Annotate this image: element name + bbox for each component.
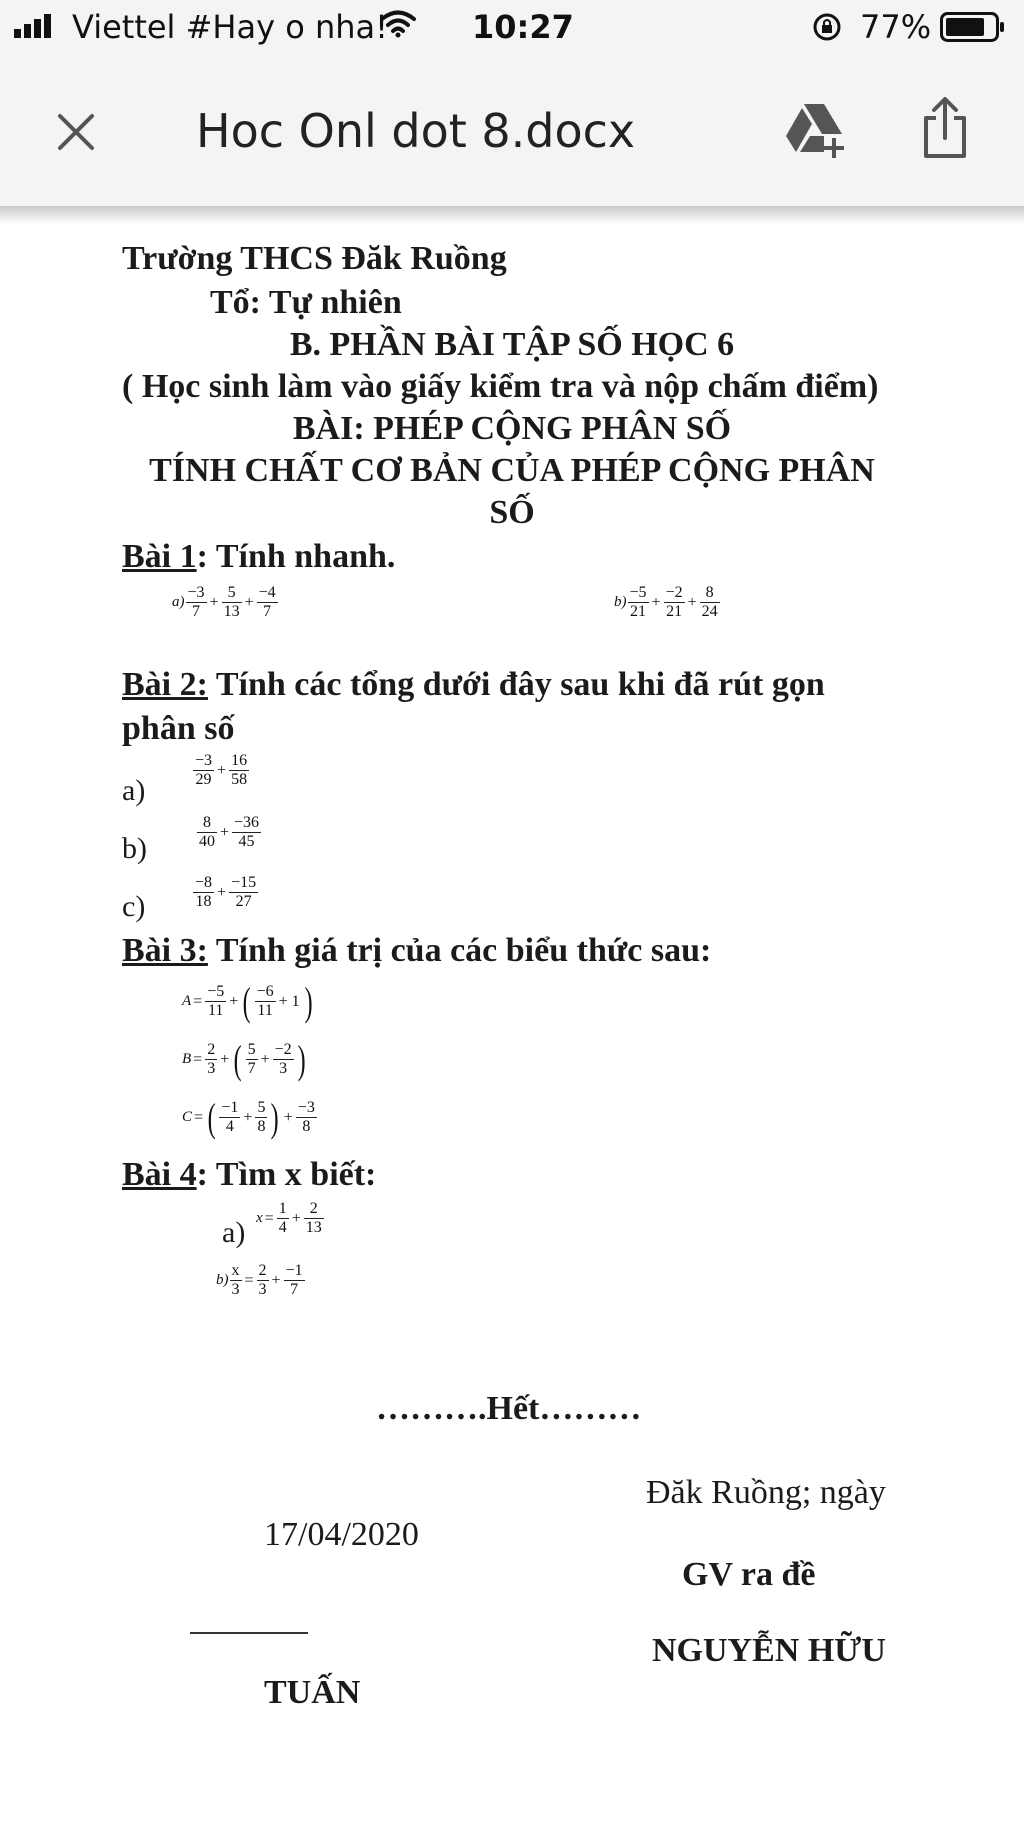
fraction: $\frac{-1}{7}$ [285, 1262, 303, 1298]
status-bar [0, 0, 1024, 56]
exercise-2-text: Tính các tổng dưới đây sau khi đã rút gọn [207, 666, 825, 703]
date: 17/04/2020 [264, 1516, 419, 1553]
teacher-name-2: TUẤN [264, 1674, 361, 1711]
lesson-subtitle-line2: SỐ [489, 494, 535, 531]
expression-C: C = ( $\frac{-1}{4}$ + $\frac{5}{8}$ ) + $\frac{-3}{8}$ [182, 1095, 315, 1140]
fraction: $\frac{16}{58}$ [231, 752, 248, 788]
exercise-2a-label: a) [122, 774, 146, 807]
exercise-3-label: Bài 3: [122, 932, 208, 969]
fraction: $\frac{-5}{21}$ [629, 584, 647, 620]
exercise-2c: $\frac{-8}{18}$ + $\frac{-15}{27}$ [195, 874, 257, 910]
fraction: $\frac{-15}{27}$ [231, 874, 257, 910]
exercise-4a: x = $\frac{1}{4}$ + $\frac{2}{13}$ [256, 1200, 322, 1236]
exercise-1b-label: b) [614, 594, 627, 611]
fraction: $\frac{2}{3}$ [207, 1041, 216, 1077]
fraction: $\frac{-3}{29}$ [195, 752, 213, 788]
fraction: $\frac{-3}{8}$ [297, 1099, 315, 1135]
fraction: $\frac{5}{13}$ [223, 584, 240, 620]
exercise-2b: $\frac{8}{40}$ + $\frac{-36}{45}$ [199, 814, 260, 850]
exercise-2-text-line2: phân số [122, 710, 235, 747]
fraction: $\frac{-8}{18}$ [195, 874, 213, 910]
fraction: $\frac{2}{13}$ [305, 1200, 322, 1236]
lesson-title: BÀI: PHÉP CỘNG PHÂN SỐ [292, 410, 732, 447]
exercise-2b-label: b) [122, 832, 147, 865]
wifi-icon [380, 10, 416, 38]
exercise-1-heading [122, 538, 395, 576]
rotation-lock-icon [812, 12, 842, 42]
fraction: $\frac{-2}{21}$ [665, 584, 683, 620]
fraction: $\frac{8}{24}$ [701, 584, 718, 620]
signature-line [190, 1632, 308, 1634]
group-name: Tổ: Tự nhiên [210, 284, 402, 321]
fraction: $\frac{5}{7}$ [247, 1041, 256, 1077]
app-bar [0, 56, 1024, 208]
exercise-3-heading [122, 932, 711, 970]
exercise-4-heading [122, 1156, 376, 1194]
instruction-note: ( Học sinh làm vào giấy kiểm tra và nộp chấm điểm) [122, 368, 879, 405]
teacher-label: GV ra đề [682, 1556, 816, 1593]
fraction: $\frac{-6}{11}$ [256, 983, 274, 1019]
exercise-4-text: : Tìm x biết: [196, 1156, 377, 1193]
carrier-name: Viettel #Hay o nha! [72, 8, 388, 46]
section-title: B. PHẦN BÀI TẬP SỐ HỌC 6 [289, 326, 735, 363]
document-title: Hoc Onl dot 8.docx [196, 104, 636, 158]
fraction: $\frac{-1}{4}$ [221, 1099, 239, 1135]
battery-icon [940, 12, 1006, 42]
fraction: $\frac{1}{4}$ [278, 1200, 287, 1236]
expression-A: A = $\frac{-5}{11}$ + ( $\frac{-6}{11}$ + 1 ) [182, 979, 313, 1024]
exercise-1b: b) $\frac{-5}{21}$ + $\frac{-2}{21}$ + $\frac{8}{24}$ [614, 584, 718, 620]
signal-icon [14, 14, 58, 38]
expression-B: B = $\frac{2}{3}$ + ( $\frac{5}{7}$ + $\frac{-2}{3}$ ) [182, 1037, 306, 1082]
exercise-4-label: Bài 4 [122, 1156, 197, 1193]
exercise-2a: $\frac{-3}{29}$ + $\frac{16}{58}$ [195, 752, 248, 788]
exercise-2-label: Bài 2: [122, 666, 208, 703]
exercise-1a-label: a) [172, 594, 185, 611]
fraction: $\frac{8}{40}$ [199, 814, 215, 850]
fraction: $\frac{-36}{45}$ [234, 814, 260, 850]
fraction: $\frac{5}{8}$ [257, 1099, 266, 1135]
fraction: $\frac{-2}{3}$ [274, 1041, 292, 1077]
app-bar-shadow [0, 206, 1024, 224]
lesson-subtitle-line1: TÍNH CHẤT CƠ BẢN CỦA PHÉP CỘNG PHÂN [149, 452, 875, 489]
exercise-1-label: Bài 1 [122, 538, 197, 575]
exercise-4b: b) $\frac{x}{3}$ = $\frac{2}{3}$ + $\frac{-1}{7}$ [216, 1262, 303, 1298]
fraction: $\frac{-4}{7}$ [258, 584, 276, 620]
exercise-4a-label: a) [222, 1216, 246, 1249]
place-date: Đăk Ruồng; ngày [646, 1474, 886, 1511]
exercise-1a: a) $\frac{-3}{7}$ + $\frac{5}{13}$ + $\frac{-4}{7}$ [172, 584, 276, 620]
share-icon[interactable] [920, 96, 970, 160]
exercise-2-heading [122, 666, 825, 704]
fraction: $\frac{2}{3}$ [258, 1262, 267, 1298]
exercise-2c-label: c) [122, 890, 146, 923]
fraction: $\frac{-5}{11}$ [207, 983, 225, 1019]
close-icon[interactable] [56, 112, 96, 152]
exercise-1-text: : Tính nhanh. [196, 538, 396, 575]
school-name: Trường THCS Đăk Ruồng [122, 240, 507, 277]
teacher-name: NGUYỄN HỮU [652, 1632, 886, 1669]
add-to-drive-icon[interactable] [784, 102, 850, 160]
fraction: $\frac{x}{3}$ [231, 1262, 240, 1298]
clock: 10:27 [472, 8, 574, 46]
exercise-3-text: Tính giá trị của các biểu thức sau: [207, 932, 712, 969]
battery-percent: 77% [860, 8, 932, 46]
fraction: $\frac{-3}{7}$ [187, 584, 205, 620]
end-marker: ……….Hết……… [376, 1390, 642, 1427]
